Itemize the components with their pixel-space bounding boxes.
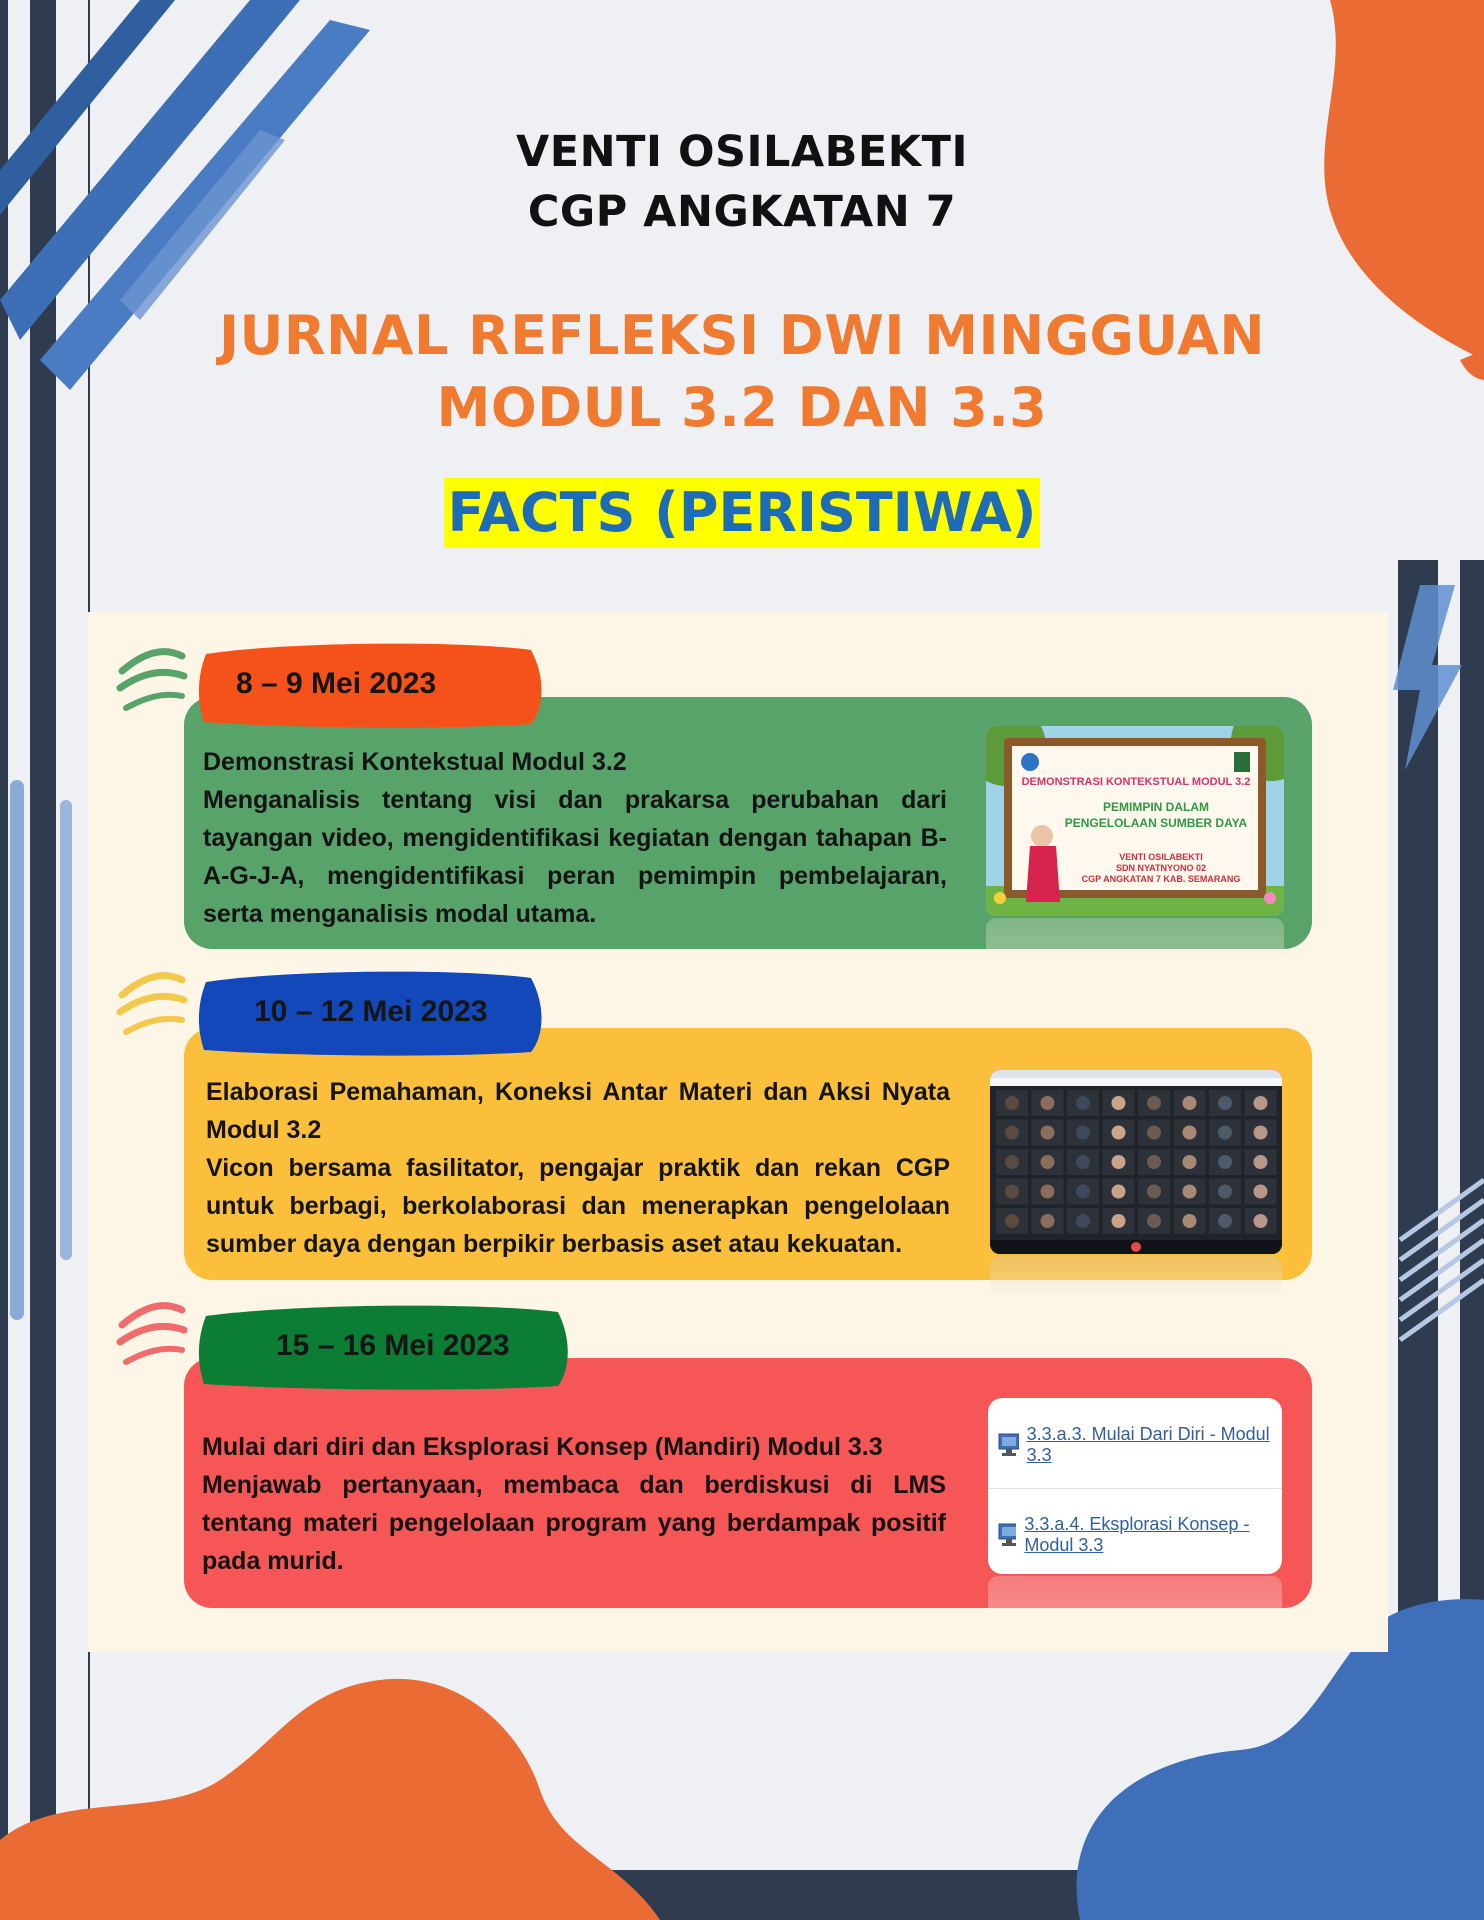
poster-subtitle-1: PEMIMPIN DALAM [1103,800,1209,814]
entry-body-2: Vicon bersama fasilitator, pengajar praktik dan rekan CGP untuk berbagi, berkolaborasi dan menerapkan pengelolaan sumber daya dengan berpikir berbasis aset atau kekuatan. [206,1154,950,1258]
participant-avatar [1005,1126,1019,1140]
participant-avatar [1041,1214,1055,1228]
brush-accent-icon [112,960,192,1050]
entry-date-3: 15 – 16 Mei 2023 [276,1329,510,1362]
participant-avatar [1254,1096,1268,1110]
author-batch: CGP ANGKATAN 7 [527,187,957,237]
participant-avatar [1005,1096,1019,1110]
participant-avatar [1254,1155,1268,1169]
participant-avatar [1112,1185,1126,1199]
participant-avatar [1041,1126,1055,1140]
participant-avatar [1076,1155,1090,1169]
participant-avatar [1218,1155,1232,1169]
entry-date-2: 10 – 12 Mei 2023 [254,995,488,1028]
journal-title [0,300,1484,444]
participant-avatar [1183,1126,1197,1140]
poster-subtitle-2: PENGELOLAAN SUMBER DAYA [1064,816,1248,830]
participant-avatar [1112,1126,1126,1140]
lms-link-1[interactable] [998,1424,1282,1466]
author-block [0,122,1484,242]
participant-avatar [1076,1126,1090,1140]
lms-reflection [988,1576,1282,1616]
section-label: FACTS (PERISTIWA) [444,478,1041,548]
entry-date-1: 8 – 9 Mei 2023 [236,667,437,700]
participant-avatar [1218,1185,1232,1199]
participant-avatar [1076,1214,1090,1228]
participant-avatar [1112,1096,1126,1110]
brush-accent-icon [112,636,192,726]
journal-title-line1: JURNAL REFLEKSI DWI MINGGUAN [218,304,1266,367]
poster-title: DEMONSTRASI KONTEKSTUAL MODUL 3.2 [1021,776,1251,788]
participant-avatar [1076,1185,1090,1199]
participant-avatar [1076,1096,1090,1110]
monitor-icon [998,1523,1016,1547]
poster-name: VENTI OSILABEKTI [1119,852,1203,862]
poster-thumbnail[interactable] [986,726,1284,916]
monitor-icon [998,1433,1019,1457]
participant-avatar [1183,1185,1197,1199]
author-name: VENTI OSILABEKTI [516,127,968,177]
video-call-thumbnail[interactable] [990,1070,1282,1254]
participant-avatar [1183,1155,1197,1169]
entry-text-2 [206,1073,950,1263]
entry-text-1 [203,743,947,933]
participant-avatar [1147,1214,1161,1228]
participant-avatar [1147,1096,1161,1110]
participant-avatar [1041,1185,1055,1199]
participant-avatar [1005,1155,1019,1169]
poster-school: SDN NYATNYONO 02 [1115,863,1207,873]
video-call-reflection [990,1256,1282,1300]
participant-avatar [1005,1185,1019,1199]
poster-batch: CGP ANGKATAN 7 KAB. SEMARANG [1081,874,1241,884]
poster-reflection [986,918,1284,962]
section-label-wrap [0,478,1484,548]
participant-avatar [1254,1185,1268,1199]
date-tab-3 [196,1300,576,1392]
participant-avatar [1218,1126,1232,1140]
lms-links-box [988,1398,1282,1574]
participant-avatar [1005,1214,1019,1228]
participant-avatar [1041,1155,1055,1169]
participant-avatar [1041,1096,1055,1110]
video-call-grid [990,1070,1282,1254]
lms-link-label-1: 3.3.a.3. Mulai Dari Diri - Modul 3.3 [1026,1424,1270,1465]
entry-body-3: Menjawab pertanyaan, membaca dan berdiskusi di LMS tentang materi pengelolaan program yang berdampak positif pada murid. [202,1471,946,1575]
entry-heading-3: Mulai dari diri dan Eksplorasi Konsep (Mandiri) Modul 3.3 [202,1433,883,1461]
participant-avatar [1147,1126,1161,1140]
participant-avatar [1183,1096,1197,1110]
lms-link-label-2: 3.3.a.4. Eksplorasi Konsep - Modul 3.3 [1024,1514,1250,1555]
participant-avatar [1147,1185,1161,1199]
entry-heading-2: Elaborasi Pemahaman, Koneksi Antar Materi dan Aksi Nyata Modul 3.2 [206,1078,950,1144]
participant-avatar [1112,1214,1126,1228]
journal-title-line2: MODUL 3.2 DAN 3.3 [436,376,1048,439]
participant-avatar [1218,1096,1232,1110]
entry-body-1: Menganalisis tentang visi dan prakarsa perubahan dari tayangan video, mengidentifikasi kegiatan dengan tahapan B-A-G-J-A, mengidentifikasi peran pemimpin pembelajaran, serta menganalisis modal utama. [203,786,947,928]
brush-accent-icon [112,1290,192,1380]
participant-avatar [1147,1155,1161,1169]
date-tab-2 [196,966,548,1058]
participant-avatar [1183,1214,1197,1228]
lms-divider [988,1488,1282,1489]
lms-link-2[interactable] [998,1514,1282,1556]
participant-avatar [1254,1126,1268,1140]
date-tab-1 [196,638,548,730]
participant-avatar [1218,1214,1232,1228]
entry-heading-1: Demonstrasi Kontekstual Modul 3.2 [203,748,627,776]
participant-avatar [1254,1214,1268,1228]
entry-text-3 [202,1428,946,1580]
participant-avatar [1112,1155,1126,1169]
